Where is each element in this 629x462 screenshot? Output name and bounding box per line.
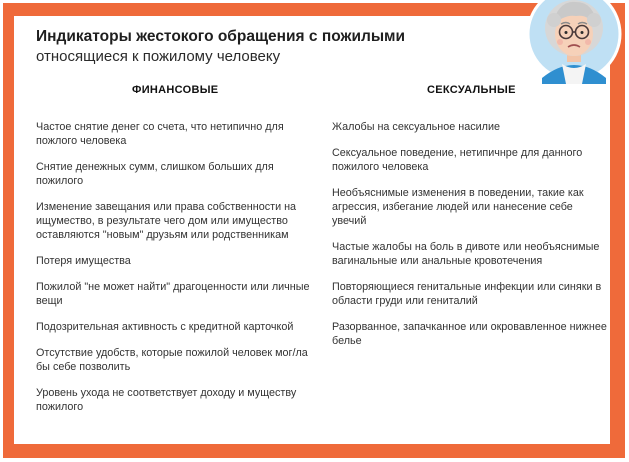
list-item: Снятие денежных сумм, слишком больших для пожилого — [36, 161, 274, 187]
indicators-card — [14, 16, 610, 444]
sexual-heading: СЕКСУАЛЬНЫЕ — [427, 84, 516, 96]
list-item: Необъяснимые изменения в поведении, такие как агрессия, избегание людей или нанесение себе увечий — [332, 187, 584, 227]
list-item: Частые жалобы на боль в дивоте или необъяснимые вагинальные или анальные кровотечения — [332, 241, 600, 267]
elderly-woman-icon — [524, 0, 624, 84]
list-item: Подозрительная активность с кредитной карточкой — [36, 321, 294, 333]
list-item: Повторяющиеся генитальные инфекции или синяки в области груди или гениталий — [332, 281, 602, 307]
page-subtitle: относящиеся к пожилому человеку — [36, 48, 281, 65]
financial-heading: ФИНАНСОВЫЕ — [132, 84, 219, 96]
financial-list — [36, 120, 314, 414]
financial-column — [36, 84, 314, 426]
page-title: Индикаторы жестокого обращения с пожилыми — [36, 28, 406, 45]
list-item: Пожилой "не может найти" драгоценности или личные вещи — [36, 281, 310, 307]
sexual-list — [332, 120, 608, 348]
sexual-column — [332, 84, 608, 360]
list-item: Разорванное, запачканное или окровавленное нижнее белье — [332, 321, 607, 347]
list-item: Потеря имущества — [36, 255, 131, 267]
list-item: Жалобы на сексуальное насилие — [332, 121, 500, 133]
list-item: Частое снятие денег со счета, что нетипично для пожлого человека — [36, 121, 284, 147]
list-item: Уровень ухода не соответствует доходу и муществу пожилого — [36, 387, 297, 413]
list-item: Сексуальное поведение, нетипичнре для данного пожилого человека — [332, 147, 583, 173]
list-item: Отсутствие удобств, которые пожилой человек мог/ла бы себе позволить — [36, 347, 308, 373]
list-item: Изменение завещания или права собственности на ищумество, в результате чего дом или имущество оставляются "новым" друзьям или родственникам — [36, 201, 297, 241]
